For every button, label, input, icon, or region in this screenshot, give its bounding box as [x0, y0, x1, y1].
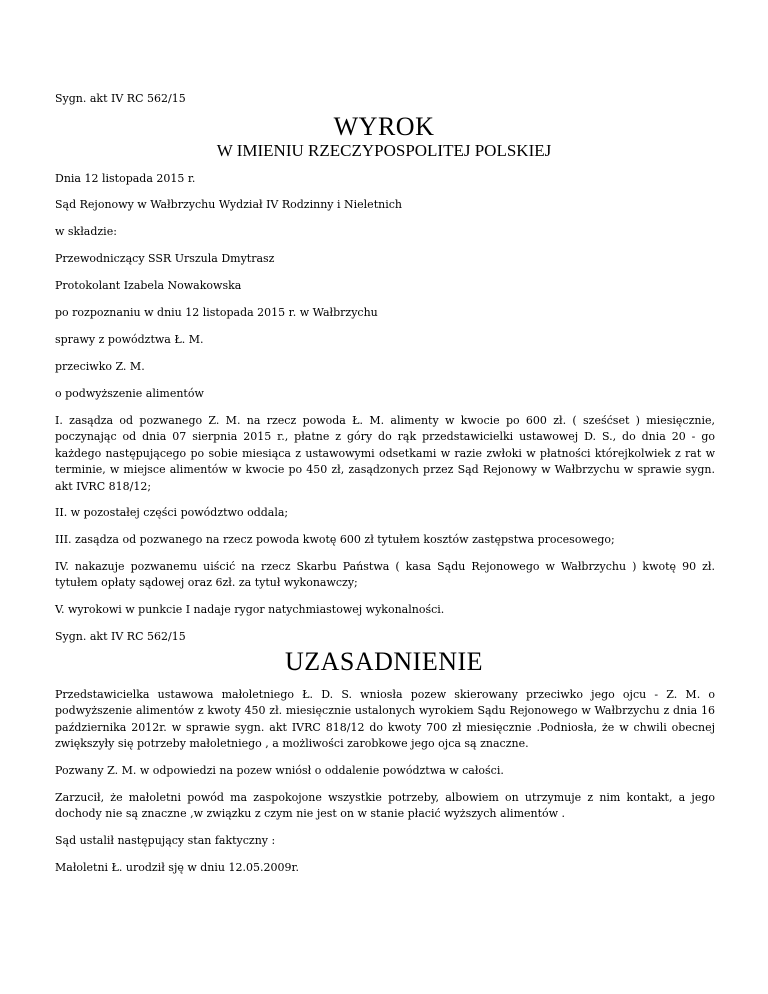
- ruling-point-2: II. w pozostałej części powództwo oddala;: [55, 506, 289, 519]
- judgment-date: Dnia 12 listopada 2015 r.: [55, 172, 196, 185]
- justification-paragraph-5: Małoletni Ł. urodził sję w dniu 12.05.2009r.: [55, 861, 300, 874]
- court-clerk: Protokolant Izabela Nowakowska: [55, 279, 242, 292]
- document-title: WYROK: [333, 112, 435, 141]
- case-signature-top: Sygn. akt IV RC 562/15: [55, 92, 186, 105]
- case-subject: o podwyższenie alimentów: [55, 387, 204, 400]
- ruling-point-1: I. zasądza od pozwanego Z. M. na rzecz powoda Ł. M. alimenty w kwocie po 600 zł. ( sześćset ) miesięcznie, poczynając od dnia 07 sierpnia 2015 r., płatne z góry do rąk przedstawicielki ustawowej D. S., do dnia 20 - go każdego następującego po sobie miesiąca z ustawowymi odsetkami w razie zwłoki w płatności którejkolwiek z rat w terminie, w miejsce alimentów w kwocie po 450 zł, zasądzonych przez Sąd Rejonowy w Wałbrzychu w sprawie sygn. akt IVRC 818/12;: [55, 414, 715, 493]
- case-signature-bottom: Sygn. akt IV RC 562/15: [55, 630, 186, 643]
- justification-paragraph-3: Zarzucił, że małoletni powód ma zaspokojone wszystkie potrzeby, albowiem on utrzymuje z nim kontakt, a jego dochody nie są znaczne ,w związku z czym nie jest on w stanie płacić wyższych alimentów .: [55, 791, 715, 821]
- defendant-line: przeciwko Z. M.: [55, 360, 145, 373]
- plaintiff-line: sprawy z powództwa Ł. M.: [55, 333, 204, 346]
- ruling-point-4: IV. nakazuje pozwanemu uiścić na rzecz Skarbu Państwa ( kasa Sądu Rejonowego w Wałbrzychu ) kwotę 90 zł. tytułem opłaty sądowej oraz 6zł. za tytuł wykonawczy;: [55, 560, 715, 590]
- justification-paragraph-2: Pozwany Z. M. w odpowiedzi na pozew wniósł o oddalenie powództwa w całości.: [55, 764, 504, 777]
- presiding-judge: Przewodniczący SSR Urszula Dmytrasz: [55, 252, 275, 265]
- justification-paragraph-1: Przedstawicielka ustawowa małoletniego Ł. D. S. wniosła pozew skierowany przeciwko jego ojcu - Z. M. o podwyższenie alimentów z kwoty 450 zł. miesięcznie ustalonych wyrokiem Sądu Rejonowego w Wałbrzychu z dnia 16 października 2012r. w sprawie sygn. akt IVRC 818/12 do kwoty 700 zł miesięcznie .Podniosła, że w chwili obecnej zwiększyły się potrzeby małoletniego , a możliwości zarobkowe jego ojca są znaczne.: [55, 688, 715, 751]
- ruling-point-3: III. zasądza od pozwanego na rzecz powoda kwotę 600 zł tytułem kosztów zastępstwa procesowego;: [55, 533, 615, 546]
- justification-title: UZASADNIENIE: [284, 647, 484, 676]
- document-subtitle: W IMIENIU RZECZYPOSPOLITEJ POLSKIEJ: [216, 141, 552, 160]
- court-name: Sąd Rejonowy w Wałbrzychu Wydział IV Rodzinny i Nieletnich: [55, 198, 402, 211]
- ruling-point-5: V. wyrokowi w punkcie I nadaje rygor natychmiastowej wykonalności.: [55, 603, 445, 616]
- composition-label: w składzie:: [55, 225, 117, 238]
- justification-paragraph-4: Sąd ustalił następujący stan faktyczny :: [55, 834, 276, 847]
- hearing-info: po rozpoznaniu w dniu 12 listopada 2015 r. w Wałbrzychu: [55, 306, 378, 319]
